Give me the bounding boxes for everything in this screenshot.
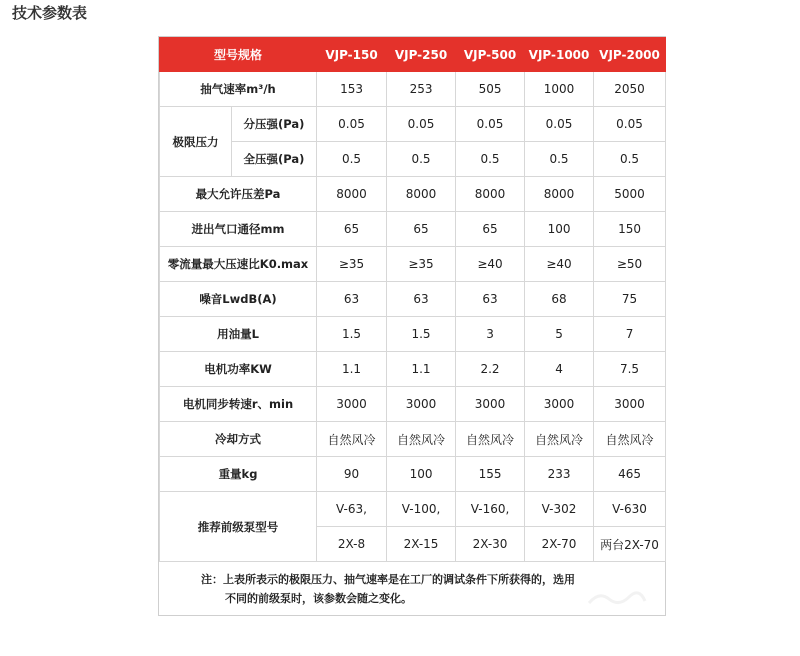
table-cell: 2050	[594, 72, 666, 107]
table-row	[160, 177, 666, 212]
row-label: 极限压力	[160, 107, 232, 177]
header-model: VJP-1000	[525, 38, 594, 72]
table-cell: 65	[387, 212, 456, 247]
table-cell: ≥40	[525, 247, 594, 282]
table-cell: 0.5	[525, 142, 594, 177]
table-cell: 5	[525, 317, 594, 352]
table-cell: V-630	[594, 492, 666, 527]
table-cell: 90	[317, 457, 387, 492]
header-model: VJP-250	[387, 38, 456, 72]
table-cell: 2.2	[456, 352, 525, 387]
row-label: 冷却方式	[160, 422, 317, 457]
table-cell: ≥50	[594, 247, 666, 282]
footnote-line-2: 不同的前级泵时，该参数会随之变化。	[225, 592, 412, 605]
watermark-mark	[587, 589, 647, 607]
table-row	[160, 282, 666, 317]
table-cell: 8000	[456, 177, 525, 212]
row-label: 最大允许压差Pa	[160, 177, 317, 212]
table-cell: 1.5	[387, 317, 456, 352]
table-cell: 100	[525, 212, 594, 247]
row-label: 抽气速率m³/h	[160, 72, 317, 107]
page-title: 技术参数表	[12, 4, 88, 22]
table-row	[160, 352, 666, 387]
table-cell: 63	[387, 282, 456, 317]
table-cell: 自然风冷	[525, 422, 594, 457]
table-cell: 1.1	[387, 352, 456, 387]
table-cell: 4	[525, 352, 594, 387]
table-row	[160, 247, 666, 282]
table-cell: V-160,	[456, 492, 525, 527]
row-sublabel: 全压强(Pa)	[232, 142, 317, 177]
table-cell: 自然风冷	[317, 422, 387, 457]
table-cell: 8000	[317, 177, 387, 212]
table-cell: 3000	[387, 387, 456, 422]
table-cell: 2X-30	[456, 527, 525, 562]
row-label: 零流量最大压速比K0.max	[160, 247, 317, 282]
table-cell: 1.5	[317, 317, 387, 352]
table-cell: 0.5	[387, 142, 456, 177]
header-model: VJP-500	[456, 38, 525, 72]
table-row	[160, 72, 666, 107]
table-cell: 3000	[594, 387, 666, 422]
table-cell: V-100,	[387, 492, 456, 527]
table-cell: 65	[317, 212, 387, 247]
header-spec-label: 型号规格	[160, 38, 317, 72]
table-cell: 0.05	[456, 107, 525, 142]
table-cell: 自然风冷	[387, 422, 456, 457]
table-cell: 5000	[594, 177, 666, 212]
table-cell: ≥35	[387, 247, 456, 282]
table-cell: ≥35	[317, 247, 387, 282]
table-cell: 3000	[456, 387, 525, 422]
table-cell: 505	[456, 72, 525, 107]
table-cell: 68	[525, 282, 594, 317]
table-row	[160, 317, 666, 352]
table-cell: 63	[317, 282, 387, 317]
table-cell: 155	[456, 457, 525, 492]
table-cell: 0.5	[594, 142, 666, 177]
table-cell: 1000	[525, 72, 594, 107]
table-cell: 0.05	[387, 107, 456, 142]
table-cell: 7	[594, 317, 666, 352]
table-cell: 0.5	[317, 142, 387, 177]
row-sublabel: 分压强(Pa)	[232, 107, 317, 142]
table-cell: 100	[387, 457, 456, 492]
table-cell: 3	[456, 317, 525, 352]
header-model: VJP-2000	[594, 38, 666, 72]
table-cell: 2X-15	[387, 527, 456, 562]
spec-table	[159, 37, 666, 562]
footnote-line-1: 注：上表所表示的极限压力、抽气速率是在工厂的调试条件下所获得的，选用	[201, 573, 575, 586]
row-label: 噪音LwdB(A)	[160, 282, 317, 317]
table-row	[160, 492, 666, 527]
table-cell: 2X-8	[317, 527, 387, 562]
table-cell: 1.1	[317, 352, 387, 387]
table-cell: ≥40	[456, 247, 525, 282]
table-cell: 153	[317, 72, 387, 107]
table-row	[160, 212, 666, 247]
row-label: 推荐前级泵型号	[160, 492, 317, 562]
table-cell: 233	[525, 457, 594, 492]
table-cell: 0.05	[594, 107, 666, 142]
table-cell: 自然风冷	[594, 422, 666, 457]
table-cell: 8000	[525, 177, 594, 212]
table-row	[160, 422, 666, 457]
table-cell: 3000	[525, 387, 594, 422]
table-cell: 0.05	[317, 107, 387, 142]
footnote	[201, 570, 641, 608]
header-model: VJP-150	[317, 38, 387, 72]
table-header-row	[160, 38, 666, 72]
table-cell: 465	[594, 457, 666, 492]
table-row	[160, 107, 666, 142]
table-cell: 150	[594, 212, 666, 247]
table-row	[160, 142, 666, 177]
table-cell: 7.5	[594, 352, 666, 387]
table-row	[160, 457, 666, 492]
row-label: 进出气口通径mm	[160, 212, 317, 247]
table-cell: 0.05	[525, 107, 594, 142]
table-row	[160, 387, 666, 422]
table-cell: 自然风冷	[456, 422, 525, 457]
table-cell: 3000	[317, 387, 387, 422]
table-cell: 0.5	[456, 142, 525, 177]
table-cell: 2X-70	[525, 527, 594, 562]
table-cell: 75	[594, 282, 666, 317]
table-cell: 253	[387, 72, 456, 107]
row-label: 电机功率KW	[160, 352, 317, 387]
table-cell: 8000	[387, 177, 456, 212]
row-label: 电机同步转速r、min	[160, 387, 317, 422]
table-cell: 65	[456, 212, 525, 247]
row-label: 重量kg	[160, 457, 317, 492]
spec-table-card	[158, 36, 666, 616]
table-cell: V-302	[525, 492, 594, 527]
table-cell: 两台2X-70	[594, 527, 666, 562]
row-label: 用油量L	[160, 317, 317, 352]
table-cell: V-63,	[317, 492, 387, 527]
table-cell: 63	[456, 282, 525, 317]
